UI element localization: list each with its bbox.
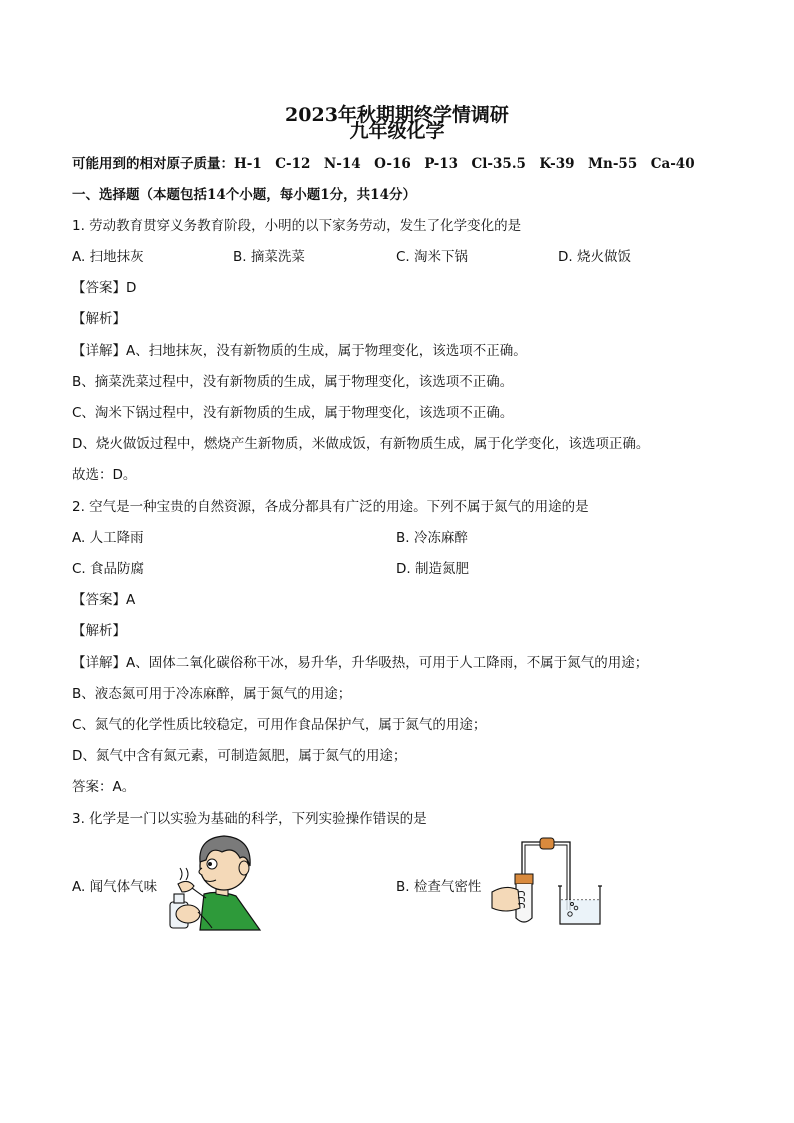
- q1-detail-line: 故选：D。: [72, 467, 137, 483]
- q1-option-d: D. 烧火做饭: [558, 249, 631, 265]
- q3-option-a: A. 闻气体气味: [72, 879, 158, 895]
- q1-option-c: C. 淘米下锅: [396, 249, 469, 265]
- airtightness-check-illustration: [488, 834, 606, 926]
- q3-stem: 3. 化学是一门以实验为基础的科学，下列实验操作错误的是: [72, 811, 427, 827]
- smelling-gas-illustration: [164, 832, 264, 932]
- q2-stem: 2. 空气是一种宝贵的自然资源，各成分都具有广泛的用途。下列不属于氮气的用途的是: [72, 499, 589, 515]
- q2-answer: 【答案】A: [72, 592, 136, 608]
- q1-detail-line: D、烧火做饭过程中，燃烧产生新物质，米做成饭，有新物质生成，属于化学变化，该选项正确。: [72, 436, 650, 452]
- q1-analysis: 【解析】: [72, 311, 126, 327]
- q1-detail-line: 【详解】A、扫地抹灰，没有新物质的生成，属于物理变化，该选项不正确。: [72, 343, 527, 359]
- q1-answer: 【答案】D: [72, 280, 137, 296]
- q1-detail-line: C、淘米下锅过程中，没有新物质的生成，属于物理变化，该选项不正确。: [72, 405, 514, 421]
- q2-option-a: A. 人工降雨: [72, 530, 144, 546]
- section-heading: 一、选择题（本题包括14个小题，每小题1分，共14分）: [72, 187, 416, 203]
- page-subtitle: 九年级化学: [349, 120, 445, 142]
- q2-detail-line: C、氮气的化学性质比较稳定，可用作食品保护气，属于氮气的用途；: [72, 717, 487, 733]
- q2-detail-line: B、液态氮可用于冷冻麻醉，属于氮气的用途；: [72, 686, 352, 702]
- q2-option-d: D. 制造氮肥: [396, 561, 469, 577]
- q1-stem: 1. 劳动教育贯穿义务教育阶段，小明的以下家务劳动，发生了化学变化的是: [72, 218, 522, 234]
- q1-detail-line: B、摘菜洗菜过程中，没有新物质的生成，属于物理变化，该选项不正确。: [72, 374, 514, 390]
- q2-detail-line: 答案：A。: [72, 779, 136, 795]
- page-title: 2023年秋期期终学情调研: [285, 104, 509, 126]
- q2-option-c: C. 食品防腐: [72, 561, 145, 577]
- q2-detail-line: 【详解】A、固体二氧化碳俗称干冰，易升华，升华吸热，可用于人工降雨，不属于氮气的用途；: [72, 655, 649, 671]
- q1-option-b: B. 摘菜洗菜: [233, 249, 305, 265]
- q3-option-b: B. 检查气密性: [396, 879, 482, 895]
- q2-option-b: B. 冷冻麻醉: [396, 530, 468, 546]
- q2-analysis: 【解析】: [72, 623, 126, 639]
- atomic-mass-line: 可能用到的相对原子质量：H-1 C-12 N-14 O-16 P-13 Cl-35.5 K-39 Mn-55 Ca-40: [72, 156, 695, 172]
- q2-detail-line: D、氮气中含有氮元素，可制造氮肥，属于氮气的用途；: [72, 748, 407, 764]
- q1-option-a: A. 扫地抹灰: [72, 249, 144, 265]
